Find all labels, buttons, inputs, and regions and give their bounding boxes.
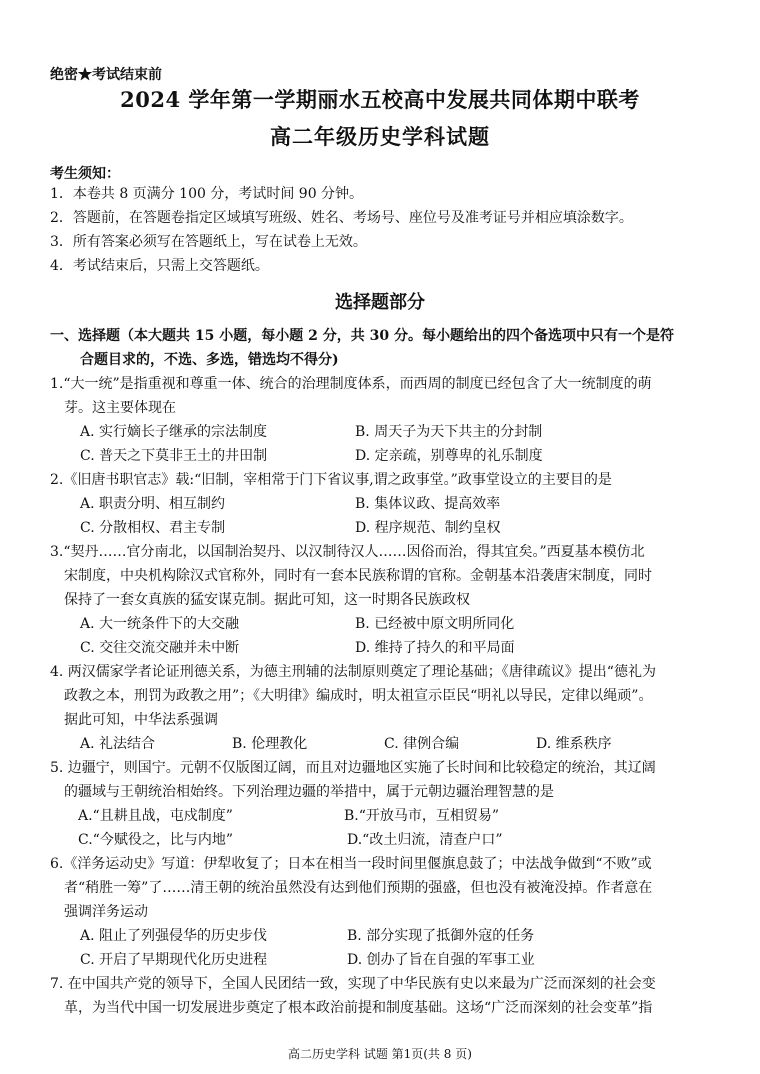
option-d: D. 定亲疏，别尊卑的礼乐制度	[355, 448, 543, 464]
option-c: C. 开启了早期现代化历史进程	[80, 952, 268, 968]
option-d: D. 创办了旨在自强的军事工业	[347, 952, 535, 968]
option-d: D. 维系秩序	[536, 736, 612, 752]
option-a: A. 实行嫡长子继承的宗法制度	[80, 424, 268, 440]
question-stem: 强调洋务运动	[64, 904, 148, 920]
option-d: D. 程序规范、制约皇权	[355, 520, 501, 536]
question-6	[50, 852, 714, 972]
option-b: B.“开放马市，互相贸易”	[344, 808, 500, 824]
question-stem: 保持了一套女真族的猛安谋克制。据此可知，这一时期各民族政权	[64, 592, 470, 608]
question-stem: 者“稍胜一筹”了……清王朝的统治虽然没有达到他们预期的强盛，但也没有被淹没掉。作者意在	[64, 880, 653, 896]
question-stem: 4. 两汉儒家学者论证刑德关系，为德主刑辅的法制原则奠定了理论基础；《唐律疏议》提出“德礼为	[50, 664, 656, 680]
question-1	[50, 372, 714, 468]
option-d: D.“改土归流，清查户口”	[347, 832, 503, 848]
question-stem: 3.“契丹……官分南北，以国制治契丹、以汉制待汉人……因俗而治，得其宜矣。”西夏基本模仿北	[50, 544, 645, 560]
confidential-label: 绝密★考试结束前	[50, 67, 162, 83]
page-footer: 高二历史学科 试题 第1页(共 8 页)	[288, 1047, 472, 1061]
exam-subtitle: 高二年级历史学科试题	[270, 124, 490, 149]
notice-heading: 考生须知：	[50, 166, 120, 182]
question-stem: 芽。这主要体现在	[64, 400, 176, 416]
option-a: A.“且耕且战，屯戍制度”	[78, 808, 233, 824]
question-stem: 6.《洋务运动史》写道：伊犁收复了；日本在相当一段时间里偃旗息鼓了；中法战争做到“不败”或	[50, 856, 652, 872]
option-c: C. 分散相权、君主专制	[80, 520, 226, 536]
option-b: B. 伦理教化	[232, 736, 308, 752]
question-stem: 政教之本，刑罚为政教之用”；《大明律》编成时，明太祖宣示臣民“明礼以导民，定律以绳顽”。	[64, 688, 653, 704]
option-b: B. 集体议政、提高效率	[355, 496, 501, 512]
option-c: C. 普天之下莫非王土的井田制	[80, 448, 268, 464]
question-2	[50, 468, 714, 540]
question-stem: 2.《旧唐书职官志》载:“旧制，宰相常于门下省议事,谓之政事堂。”政事堂设立的主要目的是	[50, 472, 612, 488]
options-row	[50, 636, 714, 660]
question-stem: 的疆域与王朝统治相始终。下列治理边疆的举措中，属于元朝边疆治理智慧的是	[64, 784, 554, 800]
option-b: B. 已经被中原文明所同化	[355, 616, 515, 632]
question-stem: 据此可知，中华法系强调	[64, 712, 218, 728]
option-a: A. 礼法结合	[80, 736, 156, 752]
question-3	[50, 540, 714, 660]
options-row	[50, 828, 714, 852]
option-c: C. 交往交流交融并未中断	[80, 640, 240, 656]
question-stem: 7. 在中国共产党的领导下，全国人民团结一致，实现了中华民族有史以来最为广泛而深刻的社会变	[50, 976, 656, 992]
notice-item: 4．考试结束后，只需上交答题纸。	[50, 258, 269, 274]
options-row	[50, 612, 714, 636]
option-a: A. 职责分明、相互制约	[80, 496, 226, 512]
question-stem: 1.“大一统”是指重视和尊重一体、统合的治理制度体系，而西周的制度已经包含了大一统制度的萌	[50, 376, 652, 392]
option-b: B. 周天子为天下共主的分封制	[355, 424, 543, 440]
section-title: 选择题部分	[335, 292, 425, 313]
option-b: B. 部分实现了抵御外寇的任务	[347, 928, 535, 944]
notice-item: 3．所有答案必须写在答题纸上，写在试卷上无效。	[50, 234, 367, 250]
options-row	[50, 924, 714, 948]
options-row	[50, 804, 714, 828]
option-a: A. 阻止了列强侵华的历史步伐	[80, 928, 268, 944]
options-row	[50, 516, 714, 540]
exam-title: 2024 学年第一学期丽水五校高中发展共同体期中联考	[120, 87, 640, 112]
options-row	[50, 948, 714, 972]
question-stem: 革，为当代中国一切发展进步奠定了根本政治前提和制度基础。这场“广泛而深刻的社会变革”指	[64, 1000, 653, 1016]
option-c: C.“今赋役之，比与内地”	[78, 832, 233, 848]
notice-item: 1．本卷共 8 页满分 100 分，考试时间 90 分钟。	[50, 186, 364, 202]
part-heading-line: 一、选择题（本大题共 15 小题，每小题 2 分，共 30 分。每小题给出的四个备选项中只有一个是符	[50, 328, 674, 344]
option-c: C. 律例合编	[384, 736, 460, 752]
options-row	[50, 420, 714, 444]
part-heading-line: 合题目求的，不选、多选，错选均不得分)	[80, 352, 339, 368]
option-d: D. 维持了持久的和平局面	[355, 640, 515, 656]
options-row	[50, 732, 714, 756]
options-row	[50, 492, 714, 516]
options-row	[50, 444, 714, 468]
option-a: A. 大一统条件下的大交融	[80, 616, 240, 632]
question-stem: 5. 边疆宁，则国宁。元朝不仅版图辽阔，而且对边疆地区实施了长时间和比较稳定的统治，其辽阔	[50, 760, 656, 776]
notice-item: 2．答题前，在答题卷指定区域填写班级、姓名、考场号、座位号及准考证号并相应填涂数字。	[50, 210, 633, 226]
part-heading	[50, 324, 710, 372]
question-stem: 宋制度，中央机构除汉式官称外，同时有一套本民族称谓的官称。金朝基本沿袭唐宋制度，同时	[64, 568, 652, 584]
question-4	[50, 660, 714, 756]
question-7	[50, 972, 714, 1020]
question-5	[50, 756, 714, 852]
